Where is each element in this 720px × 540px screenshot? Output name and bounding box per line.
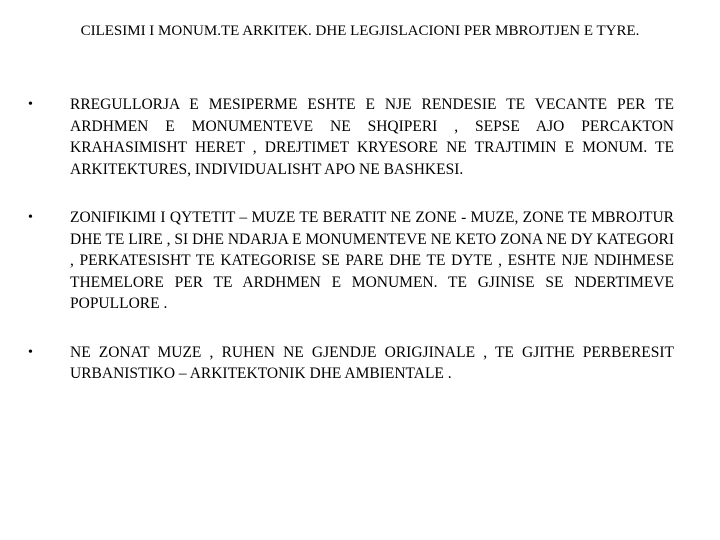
bullet-text: NE ZONAT MUZE , RUHEN NE GJENDJE ORIGJINALE , TE GJITHE PERBERESIT URBANISTIKO – ARKITEKTONIK DHE AMBIENTALE . (70, 343, 674, 382)
bullet-text: RREGULLORJA E MESIPERME ESHTE E NJE RENDESIE TE VECANTE PER TE ARDHMEN E MONUMENTEVE NE SHQIPERI , SEPSE AJO PERCAKTON KRAHASIMISHT HERET , DREJTIMET KRYESORE NE TRAJTIMIN E MONUM. TE ARKITEKTURES, INDIVIDUALISHT APO NE BASHKESI. (70, 96, 674, 178)
bullet-item (28, 342, 674, 385)
bullet-icon: • (28, 210, 33, 225)
slide-title: CILESIMI I MONUM.TE ARKITEK. DHE LEGJISLACIONI PER MBROJTJEN E TYRE. (80, 23, 640, 39)
bullet-icon: • (28, 344, 33, 360)
bullet-item (28, 207, 674, 315)
bullet-icon: • (28, 97, 33, 112)
bullet-list (28, 94, 674, 385)
bullet-item (28, 94, 674, 180)
bullet-text: ZONIFIKIMI I QYTETIT – MUZE TE BERATIT NE ZONE - MUZE, ZONE TE MBROJTUR DHE TE LIRE , SI DHE NDARJA E MONUMENTEVE NE KETO ZONA NE DY KATEGORI , PERKATESISHT TE KATEGORISE SE PARE DHE TE DYTE , ESHTE NJE NDIHMESE THEMELORE PER TE ARDHMEN E MONUMEN. TE GJINISE SE NDERTIMEVE POPULLORE . (70, 209, 674, 312)
